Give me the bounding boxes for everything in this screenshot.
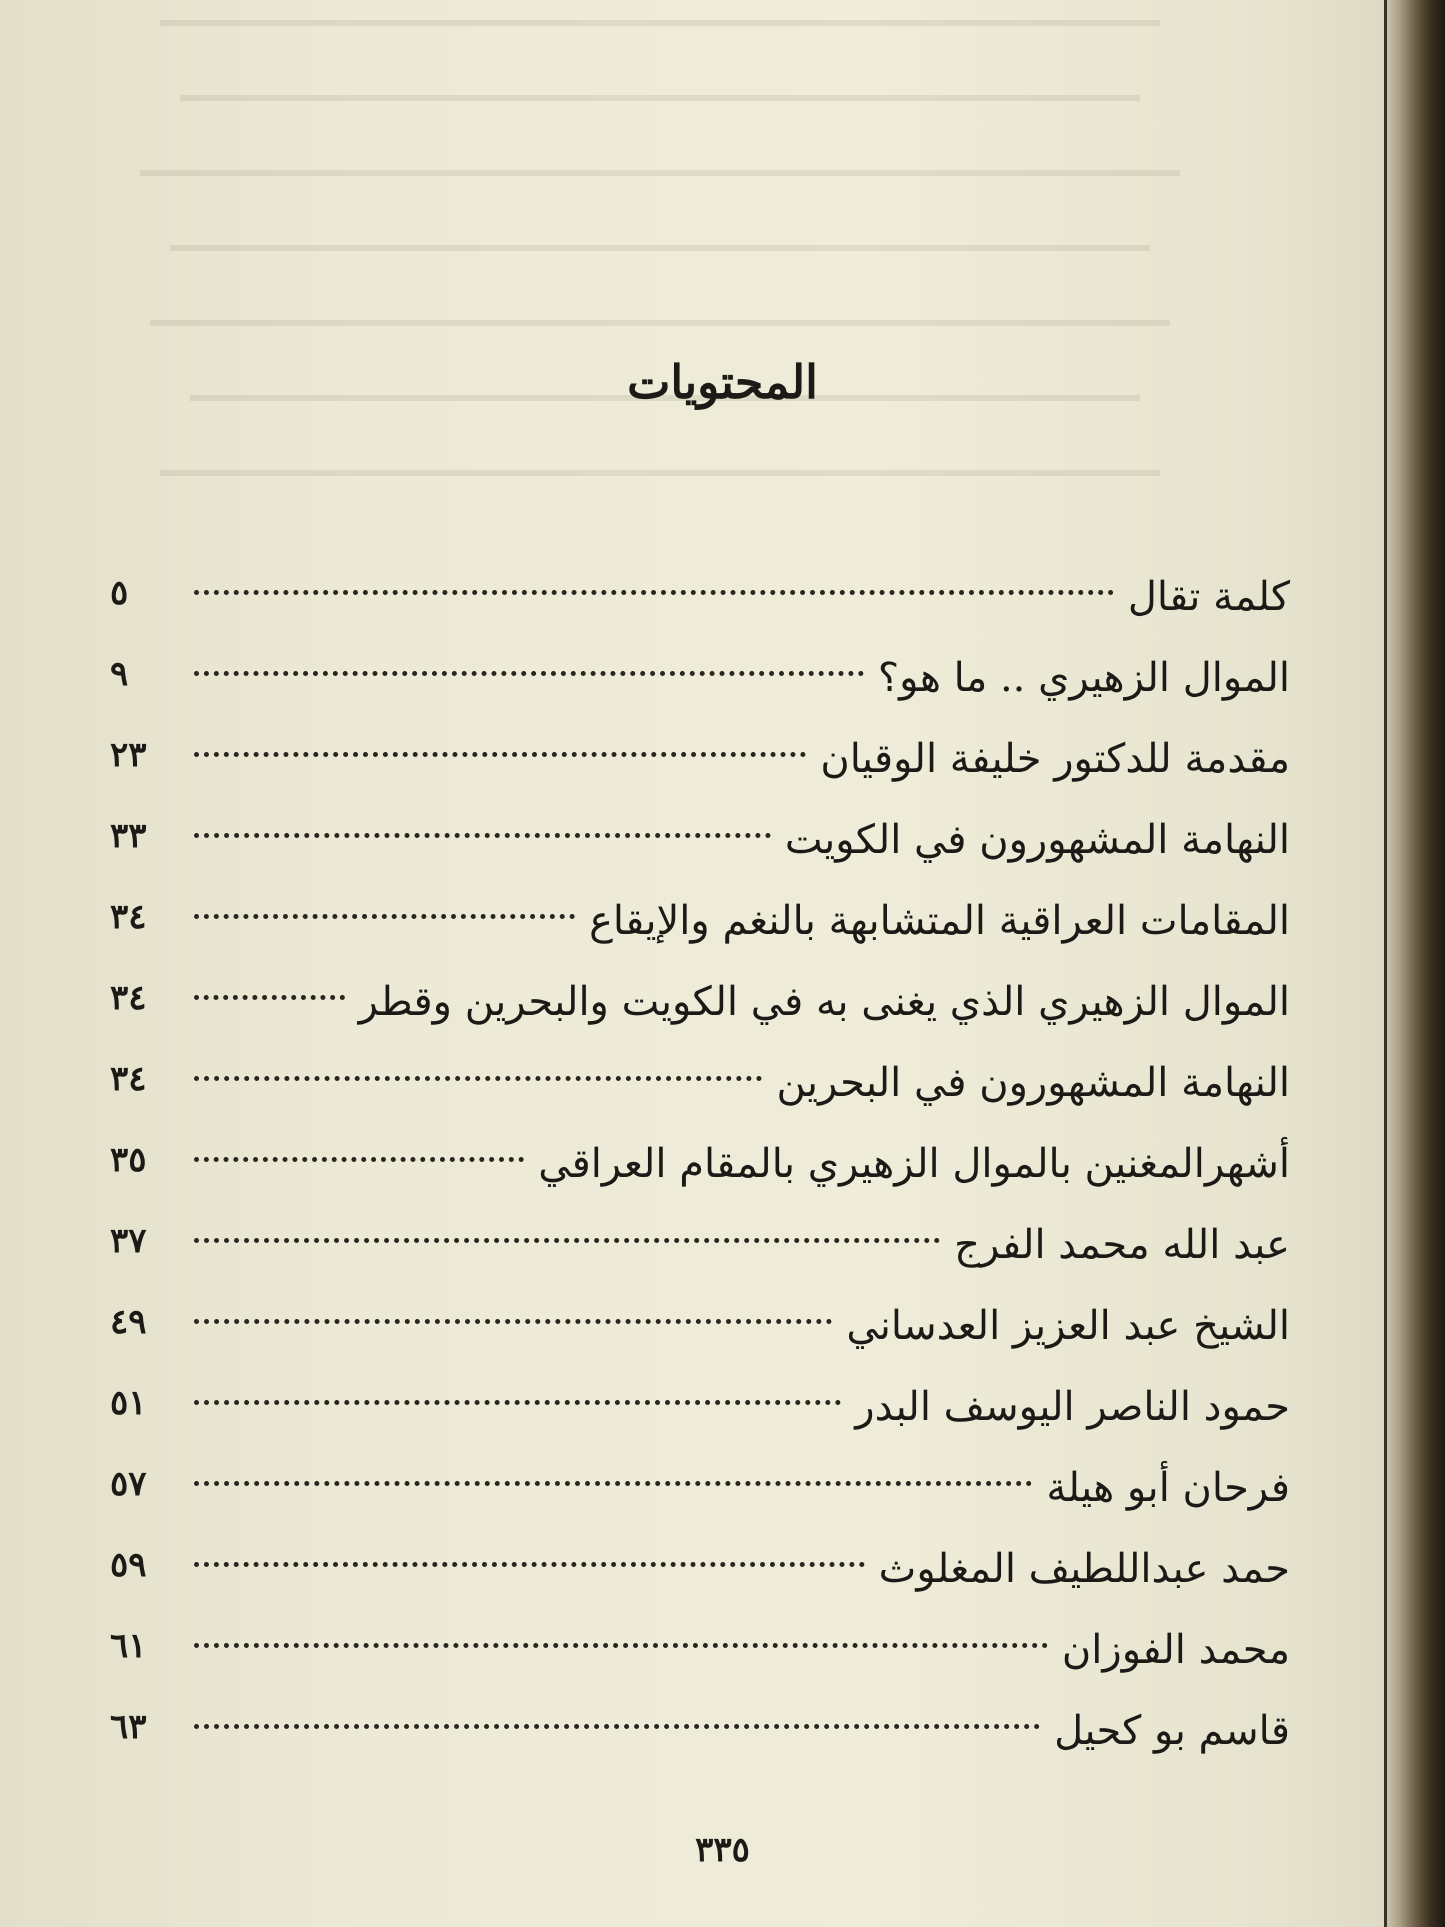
toc-entry-page: ٣٤ bbox=[110, 897, 147, 937]
toc-entry-title: عبد الله محمد الفرج bbox=[954, 1222, 1290, 1268]
toc-entry bbox=[110, 1026, 1290, 1107]
toc-entry-title: كلمة تقال bbox=[1127, 574, 1290, 620]
toc-entry bbox=[110, 702, 1290, 783]
dot-leader bbox=[194, 752, 806, 757]
toc-entry-page: ٥١ bbox=[110, 1383, 147, 1423]
toc-entry bbox=[110, 1593, 1290, 1674]
toc-entry-page: ٣٧ bbox=[110, 1221, 147, 1261]
toc-entry bbox=[110, 1512, 1290, 1593]
toc-entry-title: مقدمة للدكتور خليفة الوقيان bbox=[820, 736, 1290, 782]
toc-entry-title: المقامات العراقية المتشابهة بالنغم والإيقاع bbox=[589, 898, 1290, 944]
toc-entry bbox=[110, 1431, 1290, 1512]
toc-entry bbox=[110, 1350, 1290, 1431]
dot-leader bbox=[194, 1319, 832, 1324]
toc-entry bbox=[110, 1269, 1290, 1350]
table-of-contents bbox=[110, 540, 1290, 1755]
toc-entry bbox=[110, 864, 1290, 945]
toc-entry-page: ٣٣ bbox=[110, 816, 147, 856]
toc-entry bbox=[110, 783, 1290, 864]
dot-leader bbox=[194, 914, 575, 919]
toc-entry-page: ٦٣ bbox=[110, 1707, 147, 1747]
dot-leader bbox=[194, 833, 771, 838]
toc-entry bbox=[110, 945, 1290, 1026]
toc-entry bbox=[110, 1188, 1290, 1269]
toc-entry-page: ٣٥ bbox=[110, 1140, 147, 1180]
page-number: ٣٣٥ bbox=[695, 1830, 750, 1870]
toc-entry-title: حمود الناصر اليوسف البدر bbox=[855, 1384, 1290, 1430]
toc-entry-page: ٥٩ bbox=[110, 1545, 147, 1585]
toc-entry-page: ٣٤ bbox=[110, 1059, 147, 1099]
toc-entry-title: النهامة المشهورون في البحرين bbox=[776, 1060, 1290, 1106]
toc-entry-title: أشهرالمغنين بالموال الزهيري بالمقام العراقي bbox=[538, 1141, 1290, 1187]
dot-leader bbox=[194, 1076, 762, 1081]
dot-leader bbox=[194, 1157, 524, 1162]
toc-entry-title: محمد الفوزان bbox=[1061, 1627, 1290, 1673]
toc-entry-page: ٤٩ bbox=[110, 1302, 147, 1342]
toc-entry-title: قاسم بو كحيل bbox=[1054, 1708, 1290, 1754]
dot-leader bbox=[194, 1724, 1040, 1729]
dot-leader bbox=[194, 1643, 1048, 1648]
toc-entry-page: ٣٤ bbox=[110, 978, 147, 1018]
dot-leader bbox=[194, 1400, 841, 1405]
toc-entry-title: الموال الزهيري .. ما هو؟ bbox=[877, 655, 1290, 701]
toc-entry bbox=[110, 1674, 1290, 1755]
toc-entry-title: النهامة المشهورون في الكويت bbox=[784, 817, 1290, 863]
dot-leader bbox=[194, 995, 345, 1000]
dot-leader bbox=[194, 1481, 1032, 1486]
toc-entry-title: الموال الزهيري الذي يغنى به في الكويت والبحرين وقطر bbox=[358, 979, 1290, 1025]
dot-leader bbox=[194, 1562, 865, 1567]
toc-entry-title: فرحان أبو هيلة bbox=[1046, 1465, 1290, 1511]
toc-entry-page: ٥ bbox=[110, 573, 129, 613]
toc-entry bbox=[110, 621, 1290, 702]
toc-entry bbox=[110, 540, 1290, 621]
page-title: المحتويات bbox=[627, 355, 818, 409]
toc-entry-title: حمد عبداللطيف المغلوث bbox=[878, 1546, 1290, 1592]
toc-entry-page: ٦١ bbox=[110, 1626, 147, 1666]
toc-entry-page: ٥٧ bbox=[110, 1464, 147, 1504]
dot-leader bbox=[194, 590, 1114, 595]
dot-leader bbox=[194, 1238, 940, 1243]
book-spine bbox=[1385, 0, 1445, 1927]
spine-edge-line bbox=[1384, 0, 1387, 1927]
toc-entry-page: ٩ bbox=[110, 654, 129, 694]
toc-entry-title: الشيخ عبد العزيز العدساني bbox=[846, 1303, 1290, 1349]
toc-entry-page: ٢٣ bbox=[110, 735, 147, 775]
toc-entry bbox=[110, 1107, 1290, 1188]
dot-leader bbox=[194, 671, 864, 676]
